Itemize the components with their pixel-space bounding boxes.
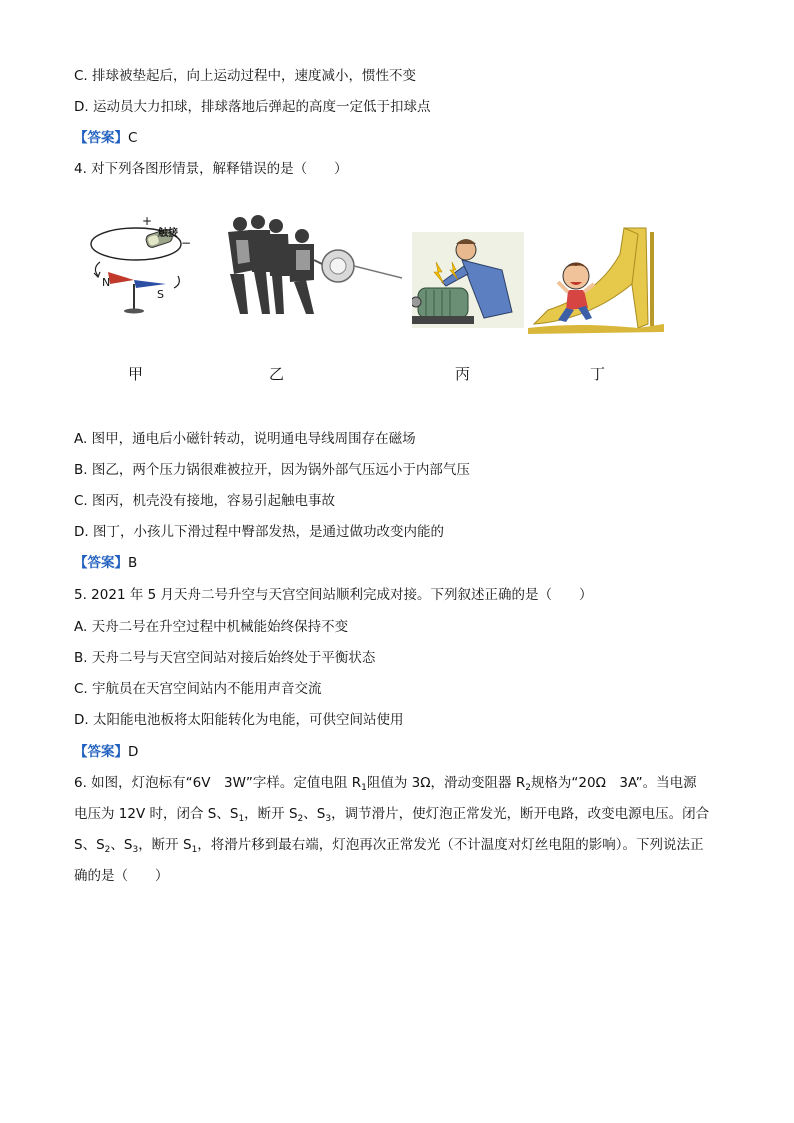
- figure-bing-label: 丙: [455, 365, 471, 383]
- figure-jia-plus: +: [142, 214, 153, 228]
- figure-jia-n: N: [102, 276, 111, 289]
- text-run: S、S: [74, 837, 105, 853]
- text-run: ，断开 S: [244, 806, 298, 822]
- q3-option-c: C. 排球被垫起后，向上运动过程中，速度减小，惯性不变: [74, 68, 417, 84]
- figure-jia-touch: 触接: [158, 228, 178, 239]
- answer-value: C: [128, 130, 138, 146]
- subscript: 1: [191, 845, 198, 855]
- subscript: 1: [361, 783, 367, 793]
- q4-option-a: A. 图甲，通电后小磁针转动，说明通电导线周围存在磁场: [74, 431, 416, 447]
- text-run: ，将滑片移到最右端，灯泡再次正常发光（不计温度对灯丝电阻的影响）。下列说法正: [197, 837, 704, 853]
- answer-tag: 【答案】: [74, 555, 128, 571]
- figure-jia-label: 甲: [128, 365, 144, 383]
- q5-option-d: D. 太阳能电池板将太阳能转化为电能，可供空间站使用: [74, 712, 404, 728]
- answer-value: D: [128, 744, 139, 760]
- text-run: 电压为 12V 时，闭合 S、S: [74, 806, 239, 822]
- q6-line-3: [74, 835, 704, 860]
- subscript: 2: [297, 814, 304, 824]
- figure-jia-minus: −: [181, 236, 192, 250]
- answer-tag: 【答案】: [74, 744, 128, 760]
- figure-yi-tug-of-war-image: [210, 210, 410, 325]
- subscript: 1: [238, 814, 245, 824]
- text-run: ，断开 S: [138, 837, 192, 853]
- text-run: 规格为“20Ω 3A”。当电源: [530, 775, 697, 791]
- text-run: 阻值为 3Ω，滑动变阻器 R: [366, 775, 526, 791]
- q3-option-d: D. 运动员大力扣球，排球落地后弹起的高度一定低于扣球点: [74, 99, 431, 115]
- q3-answer: [74, 128, 137, 148]
- answer-value: B: [128, 555, 138, 571]
- q5-option-c: C. 宇航员在天宫空间站内不能用声音交流: [74, 681, 322, 697]
- subscript: 2: [525, 783, 531, 793]
- text-run: ，调节滑片，使灯泡正常发光，断开电路，改变电源电压。闭合: [331, 806, 710, 822]
- figure-yi-label: 乙: [269, 365, 285, 383]
- text-run: 、S: [110, 837, 133, 853]
- q4-option-c: C. 图丙，机壳没有接地，容易引起触电事故: [74, 493, 336, 509]
- q5-stem: 5. 2021 年 5 月天舟二号升空与天宫空间站顺利完成对接。下列叙述正确的是（ ）: [74, 587, 593, 603]
- subscript: 3: [132, 845, 139, 855]
- figure-bing-motor-image: [412, 232, 524, 328]
- answer-tag: 【答案】: [74, 130, 128, 146]
- q4-answer: [74, 553, 137, 573]
- q6-line-2: [74, 804, 709, 829]
- figure-ding-slide-image: [528, 224, 666, 336]
- q6-line-4: 确的是（ ）: [74, 868, 169, 884]
- subscript: 3: [325, 814, 332, 824]
- text-run: 、S: [303, 806, 326, 822]
- figure-jia-s: S: [157, 288, 164, 301]
- q4-option-d: D. 图丁，小孩儿下滑过程中臀部发热，是通过做功改变内能的: [74, 524, 444, 540]
- text-run: 6. 如图，灯泡标有“6V 3W”字样。定值电阻 R: [74, 775, 362, 791]
- q5-option-b: B. 天舟二号与天宫空间站对接后始终处于平衡状态: [74, 650, 376, 666]
- q4-stem: 4. 对下列各图形情景，解释错误的是（ ）: [74, 161, 348, 177]
- q4-option-b: B. 图乙，两个压力锅很难被拉开，因为锅外部气压远小于内部气压: [74, 462, 470, 478]
- subscript: 2: [104, 845, 111, 855]
- figure-ding-label: 丁: [590, 365, 606, 383]
- q5-answer: [74, 742, 138, 762]
- q5-option-a: A. 天舟二号在升空过程中机械能始终保持不变: [74, 619, 349, 635]
- q6-line-1: [74, 773, 697, 798]
- figure-jia-oersted-image: [86, 210, 196, 320]
